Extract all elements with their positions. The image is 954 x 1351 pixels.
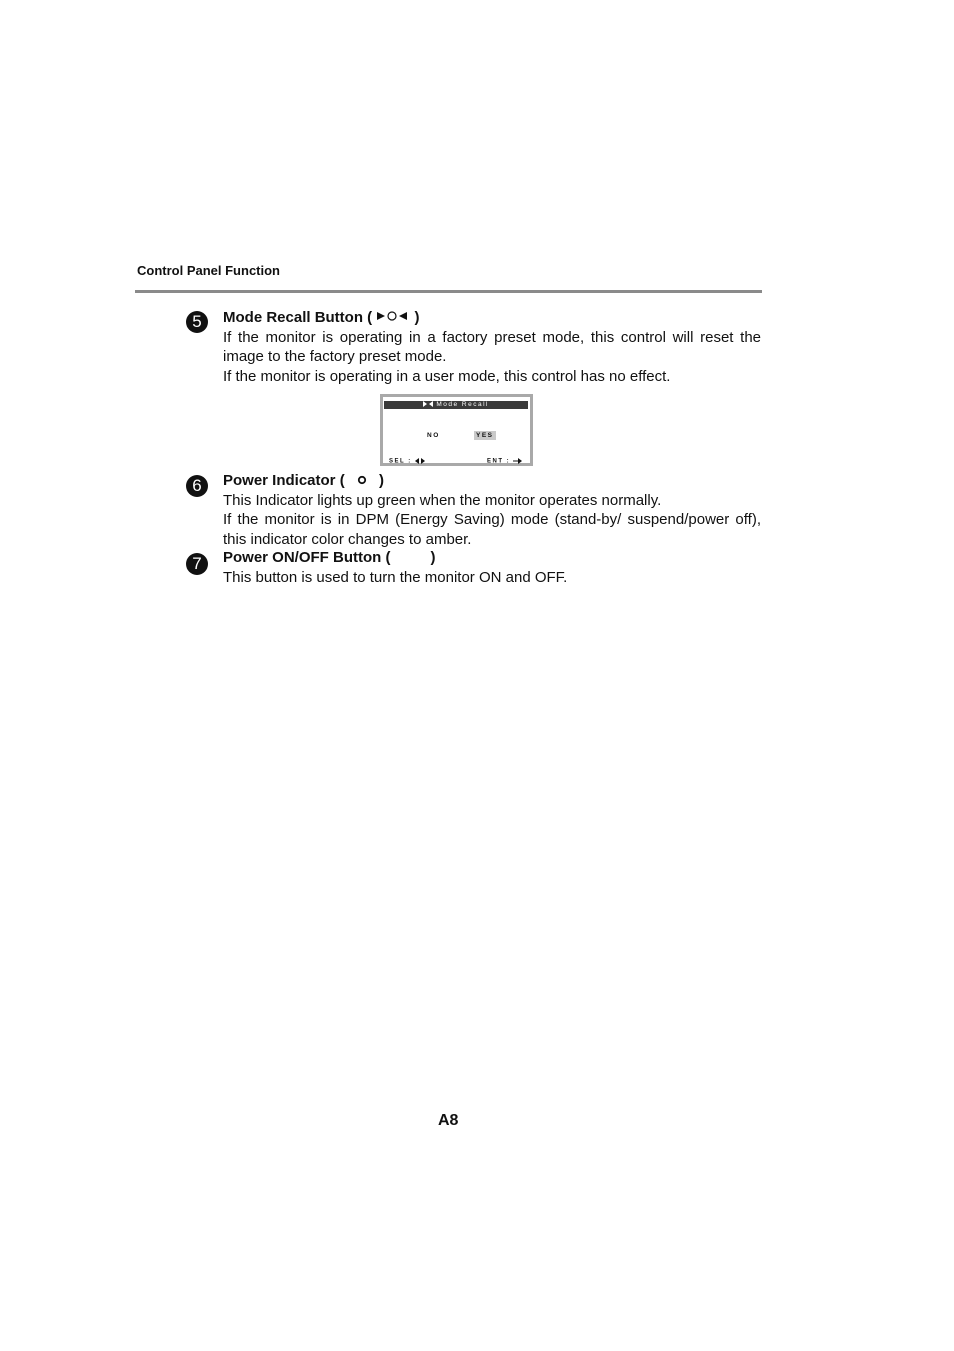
page-number: A8 <box>438 1112 459 1129</box>
heading-text-end: ) <box>410 309 420 326</box>
osd-title-text: Mode Recall <box>436 401 489 408</box>
osd-ent-hint: ENT : <box>487 458 522 465</box>
mode-recall-small-icon <box>423 401 433 407</box>
item-text: If the monitor is in DPM (Energy Saving) mode (stand-by/ suspend/power off), this indicator color changes to amber. <box>223 511 761 548</box>
header-rule <box>135 290 762 293</box>
item-number-5: 5 <box>186 311 208 333</box>
power-button-icon <box>390 552 430 564</box>
mode-recall-icon <box>376 308 410 328</box>
item-text: If the monitor is operating in a user mode, this control has no effect. <box>223 367 671 385</box>
heading-text: Mode Recall Button ( <box>223 309 377 326</box>
item-number-7: 7 <box>186 553 208 575</box>
power-indicator-icon <box>349 471 375 491</box>
enter-arrow-icon <box>513 458 522 464</box>
item-power-button <box>223 548 761 587</box>
osd-title <box>384 401 528 409</box>
item-mode-recall <box>223 308 761 386</box>
osd-option-no: NO <box>427 432 440 439</box>
item-heading <box>223 308 761 328</box>
item-number-6: 6 <box>186 475 208 497</box>
heading-text: Power Indicator ( <box>223 472 349 489</box>
item-text: If the monitor is operating in a factory preset mode, this control will reset the image to the factory preset mode. <box>223 328 761 366</box>
heading-text-end: ) <box>430 549 436 566</box>
osd-option-yes: YES <box>476 432 494 439</box>
item-heading <box>223 548 761 568</box>
item-heading <box>223 471 761 491</box>
left-right-arrows-icon <box>415 458 425 464</box>
heading-text-end: ) <box>374 472 385 489</box>
item-text: This Indicator lights up green when the monitor operates normally. <box>223 491 662 509</box>
section-title: Control Panel Function <box>137 263 280 278</box>
heading-text: Power ON/OFF Button ( <box>223 549 391 566</box>
item-power-indicator <box>223 471 761 549</box>
item-text: This button is used to turn the monitor ON and OFF. <box>223 568 568 586</box>
osd-sel-hint: SEL : <box>389 458 425 465</box>
osd-mode-recall-dialog <box>380 394 533 466</box>
